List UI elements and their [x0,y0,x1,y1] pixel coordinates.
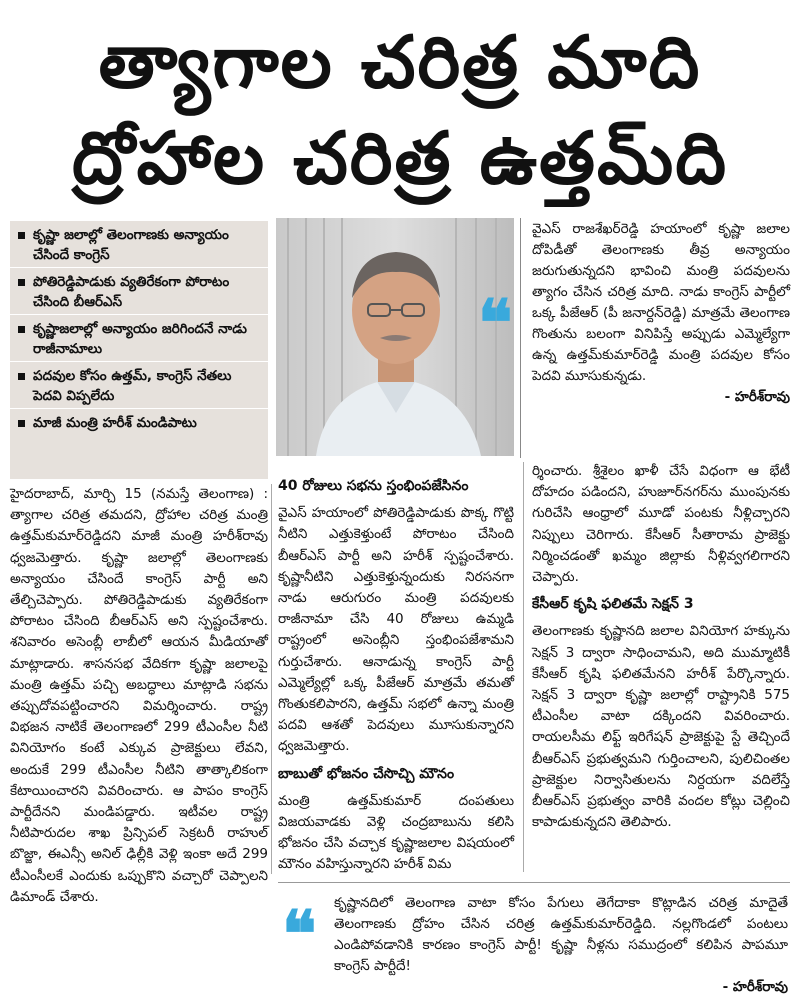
pull-quote-author: - హరీశ్‌రావు [724,389,790,405]
article-column-3 [532,461,790,833]
pull-quote-author: - హరీశ్‌రావు [722,979,788,995]
subheading: 40 రోజులు సభను స్తంభింపజేసినం [278,478,469,494]
article-text: వైఎస్ హయాంలో పోతిరెడ్డిపాడుకు పొక్క గొట్టి నీటిని ఎత్తుకెళ్తుంటే పోరాటం చేసింది బీఆర్ఎస్ పార్టీ అని హరీశ్ స్పష్టంచేశారు. కృష్ణానీటిని ఎత్తుకెళ్తున్నందుకు నిరసనగా నాడు ఆరుగురం మంత్రి పదవులకు రాజీనామా చేసి 40 రోజులు ఉమ్మడి రాష్ట్రంలో అసెంబ్లీని స్తంభింపజేశామని గుర్తుచేశారు. ఆనాడున్న కాంగ్రెస్ పార్టీ ఎమ్మెల్యేల్లో ఒక్క పీజేఆర్ మాత్రమే తమతో గొంతుకలిపారని, ఉత్తమ్ సభలో ఉన్నా మంత్రి పదవి ఆశతో పెదవులు మూసుకున్నారని ధ్వజమెత్తారు. [278,505,514,755]
pull-quote-bottom [278,882,790,997]
subheading: బాబుతో భోజనం చేసొచ్చి మౌనం [278,765,455,782]
highlights-box [10,221,268,479]
highlight-item: పదవుల కోసం ఉత్తమ్, కాంగ్రెస్ నేతలు పెదవి విప్పలేదు [10,362,268,409]
dateline: హైదరాబాద్, మార్చి 15 (నమస్తే తెలంగాణ) : [10,486,268,502]
column-divider [520,218,521,458]
highlight-item: మాజీ మంత్రి హరీశ్ మండిపాటు [10,409,268,435]
article-column-1 [10,484,268,908]
article-text: తెలంగాణకు కృష్ణానది జలాల వినియోగ హక్కును సెక్షన్ 3 ద్వారా సాధించామని, అది ముమ్మాటికీ కేసీఆర్ కృషి ఫలితమేనని హరీశ్ పేర్కొన్నారు. సెక్షన్ 3 ద్వారా కృష్ణా జలాల్లో రాష్ట్రానికి 575 టీఎంసీల వాటా దక్కిందని వివరించారు. రాయలసీమ లిఫ్ట్ ఇరిగేషన్ ప్రాజెక్టుపై స్టే తెచ్చిందే బీఆర్ఎస్ ప్రభుత్వమని గుర్తించాలని, పులిచింతల ప్రాజెక్టుల నిర్వాసితులను నిర్దయగా వదిలేస్తే బీఆర్ఎస్ ప్రభుత్వం వారికి వందల కోట్లు చెల్లించి కాపాడుకున్నదని తెలిపారు. [532,623,790,831]
column-divider [271,484,272,874]
bullet-square-icon [18,373,25,380]
headline-line-1: త్యాగాల చరిత్ర మాది [98,20,702,104]
headline [0,14,800,206]
article-column-2 [278,470,514,876]
highlight-item: కృష్ణాజలాల్లో అన్యాయం జరిగిందనే నాడు రాజీనామాలు [10,315,268,362]
bullet-square-icon [18,326,25,333]
bullet-square-icon [18,279,25,286]
column-divider [523,462,524,872]
article-text: ర్శించారు. శ్రీశైలం ఖాళీ చేసే విధంగా ఆ భేటీ దోహదం పడిందని, హుజూర్‌నగర్‌ను ముంపునకు గురిచేసి ఆంధ్రాలో మూడో పంటకు నీళ్లిచ్చారని నిప్పులు చెరిగారు. కేసీఆర్ సీతారామ ప్రాజెక్టు నిర్మించడంతో ఖమ్మం జిల్లాకు నీళ్లివ్వగలిగారని చెప్పారు. [532,463,790,586]
bullet-square-icon [18,420,25,427]
pull-quote-top [532,219,790,408]
pull-quote-text: కృష్ణానదిలో తెలంగాణ వాటా కోసం పేగులు తెగేదాకా కొట్లాడిన చరిత్ర మాదైతే తెలంగాణకు ద్రోహం చేసిన చరిత్ర ఉత్తమ్‌కుమార్‌రెడ్డిది. నల్లగొండలో పంటలు ఎండిపోవడానికి కారణం కాంగ్రెస్ పార్టీ! కృష్ణా నీళ్లను సముద్రంలో కలిపిన పాపమూ కాంగ్రెస్ పార్టీదే! [334,895,788,974]
subheading: కేసీఆర్ కృషి ఫలితమే సెక్షన్ 3 [532,596,694,613]
article-text: త్యాగాల చరిత్ర తమదని, ద్రోహాల చరిత్ర మంత్రి ఉత్తమ్‌కుమార్‌రెడ్డిదని మాజీ మంత్రి హరీశ్‌రావు ధ్వజమెత్తారు. కృష్ణా జలాల్లో తెలంగాణకు అన్యాయం చేసిందే కాంగ్రెస్ పార్టీ అని తేల్చిచెప్పారు. పోతిరెడ్డిపాడుకు వ్యతిరేకంగా పోరాటం చేసింది బీఆర్ఎస్ అని స్పష్టంచేశారు. శనివారం అసెంబ్లీ లాబీలో ఆయన మీడియాతో మాట్లాడారు. శాసనసభ వేదికగా కృష్ణా జలాలపై మంత్రి ఉత్తమ్ పచ్చి అబద్ధాలు మాట్లాడి సభను తప్పుదోవపట్టించారని విమర్శించారు. రాష్ట్ర విభజన నాటికే తెలంగాణలో 299 టీఎంసీల నీటి వినియోగం కంటే ఎక్కువ ప్రాజెక్టులు లేవని, అందుకే 299 టీఎంసీల నీటిని తాత్కాలికంగా కేటాయించారని వివరించారు. ఆ పాపం కాంగ్రెస్ పార్టీదేనని మండిపడ్డారు. ఇటీవల రాష్ట్ర నీటిపారుదల శాఖ ప్రిన్సిపల్ సెక్రటరీ రాహుల్ బొజ్జా, ఈఎన్సీ అనిల్ ఢిల్లీకి వెళ్లి ఇంకా అదే 299 టీఎంసీలకే ఎందుకు ఒప్పుకొని వచ్చారో చెప్పాలని డిమాండ్ చేశారు. [10,507,268,905]
quote-mark-icon: ❝ [282,897,317,972]
pull-quote-text: వైఎస్ రాజశేఖర్‌రెడ్డి హయాంలో కృష్ణా జలాల దోపిడీతో తెలంగాణకు తీవ్ర అన్యాయం జరుగుతున్నదని భావించి మంత్రి పదవులను త్యాగం చేసిన చరిత్ర మాది. నాడు కాంగ్రెస్ పార్టీలో ఒక్క పీజేఆర్ (పీ జనార్దన్‌రెడ్డి) మాత్రమే తెలంగాణ గొంతును బలంగా వినిపిస్తే అప్పుడు ఎమ్మెల్యేగా ఉన్న ఉత్తమ్‌కుమార్‌రెడ్డి మంత్రి పదవుల కోసం పెదవి మూసుకున్నడు. [532,221,790,384]
quote-mark-icon: ❝ [478,286,513,361]
highlight-item: పోతిరెడ్డిపాడుకు వ్యతిరేకంగా పోరాటం చేసింది బీఆర్ఎస్ [10,268,268,315]
headline-line-2: ద్రోహాల చరిత్ర ఉత్తమ్‌ది [71,116,729,200]
highlight-item: కృష్ణా జలాల్లో తెలంగాణకు అన్యాయం చేసిందే కాంగ్రెస్ [10,221,268,268]
article-text: మంత్రి ఉత్తమ్‌కుమార్ దంపతులు విజయవాడకు వెళ్లి చంద్రబాబును కలిసి భోజనం చేసి వచ్చాక కృష్ణాజలాల విషయంలో మౌనం వహిస్తున్నారని హరీశ్ విమ [278,792,514,873]
bullet-square-icon [18,232,25,239]
